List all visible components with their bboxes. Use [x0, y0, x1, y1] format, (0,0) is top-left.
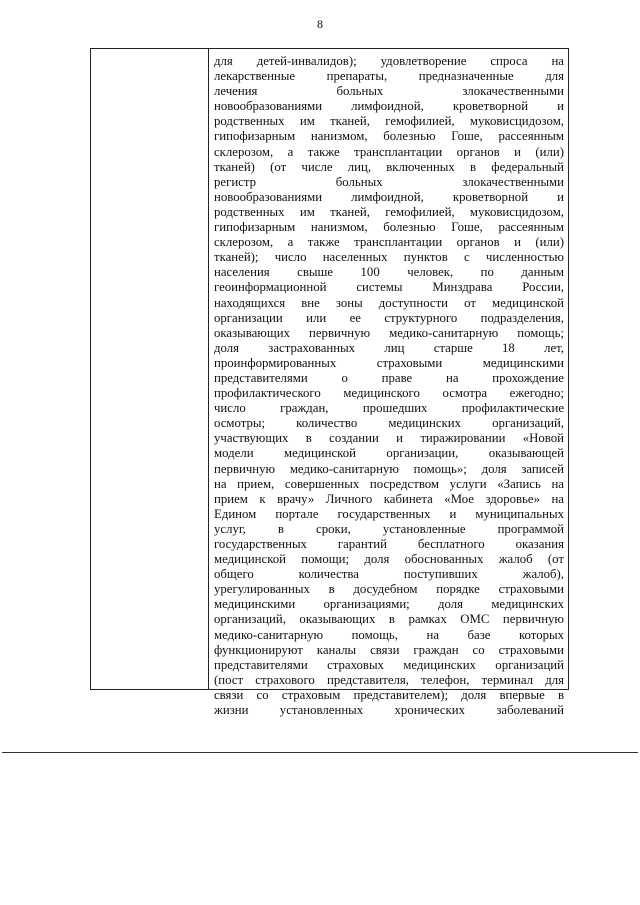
page-number: 8: [317, 17, 323, 31]
text-line: общего количества поступивших жалоб),: [214, 567, 564, 582]
text-line: геоинформационной системы Минздрава России,: [214, 280, 564, 295]
text-line: проинформированных страховыми медицинскими: [214, 355, 564, 370]
text-line: прием к врачу» Личного кабинета «Мое здоровье» на: [214, 491, 564, 506]
text-line: склерозом, а также трансплантации органов и (или): [214, 235, 564, 250]
text-line: первичную медико-санитарную помощь»; доля записей: [214, 461, 564, 476]
text-line: лекарственные препараты, предназначенные для: [214, 69, 564, 84]
text-line: новообразованиями лимфоидной, кроветворной и: [214, 99, 564, 114]
text-line: на прием, совершенных посредством услуги «Запись на: [214, 476, 564, 491]
text-line: (пост страхового представителя, телефон, терминал для: [214, 672, 564, 687]
text-line: родственных им тканей, гемофилией, муковисцидозом,: [214, 114, 564, 129]
table-left-cell: [91, 49, 208, 689]
text-line: тканей); число населенных пунктов с численностью: [214, 250, 564, 265]
text-line: медицинской помощи; доля обоснованных жалоб (от: [214, 552, 564, 567]
text-line: организации или ее структурного подразделения,: [214, 310, 564, 325]
text-line: представителями страховых медицинских организаций: [214, 657, 564, 672]
text-line: медико-санитарную помощь, на базе которых: [214, 627, 564, 642]
table-right-cell: [214, 54, 564, 718]
text-line: оказывающих первичную медико-санитарную помощь;: [214, 325, 564, 340]
text-line: организаций, оказывающих в рамках ОМС первичную: [214, 612, 564, 627]
text-line: гипофизарным нанизмом, болезнью Гоше, рассеянным: [214, 220, 564, 235]
text-line: тканей) (от числе лиц, включенных в федеральный: [214, 159, 564, 174]
text-line: склерозом, а также трансплантации органов и (или): [214, 144, 564, 159]
document-table: [90, 48, 569, 718]
text-line: функционируют каналы связи граждан со страховыми: [214, 642, 564, 657]
text-line: модели медицинской организации, оказывающей: [214, 446, 564, 461]
text-line: участвующих в создании и тиражировании «Новой: [214, 431, 564, 446]
text-line: доля застрахованных лиц старше 18 лет,: [214, 340, 564, 355]
text-line: родственных им тканей, гемофилией, муковисцидозом,: [214, 204, 564, 219]
text-line: жизни установленных хронических заболеваний: [214, 703, 564, 718]
text-line: услуг, в сроки, установленные программой: [214, 521, 564, 536]
text-line: профилактического медицинского осмотра ежегодно;: [214, 386, 564, 401]
text-line: населения свыше 100 человек, по данным: [214, 265, 564, 280]
text-line: число граждан, прошедших профилактические: [214, 401, 564, 416]
column-divider: [208, 49, 209, 689]
text-line: осмотры; количество медицинских организаций,: [214, 416, 564, 431]
text-line: находящихся вне зоны доступности от медицинской: [214, 295, 564, 310]
text-line: урегулированных в досудебном порядке страховыми: [214, 582, 564, 597]
footer-rule: [2, 752, 638, 753]
text-line: медицинскими организациями; доля медицинских: [214, 597, 564, 612]
text-line: государственных гарантий бесплатного оказания: [214, 537, 564, 551]
text-line: связи со страховым представителем); доля впервые в: [214, 687, 564, 702]
text-line: представителями о праве на прохождение: [214, 370, 564, 385]
text-line: регистр больных злокачественными: [214, 174, 564, 189]
text-line: новообразованиями лимфоидной, кроветворной и: [214, 189, 564, 204]
text-line: лечения больных злокачественными: [214, 84, 564, 99]
text-line: для детей-инвалидов); удовлетворение спроса на: [214, 54, 564, 68]
text-line: Едином портале государственных и муниципальных: [214, 506, 564, 521]
text-line: гипофизарным нанизмом, болезнью Гоше, рассеянным: [214, 129, 564, 144]
